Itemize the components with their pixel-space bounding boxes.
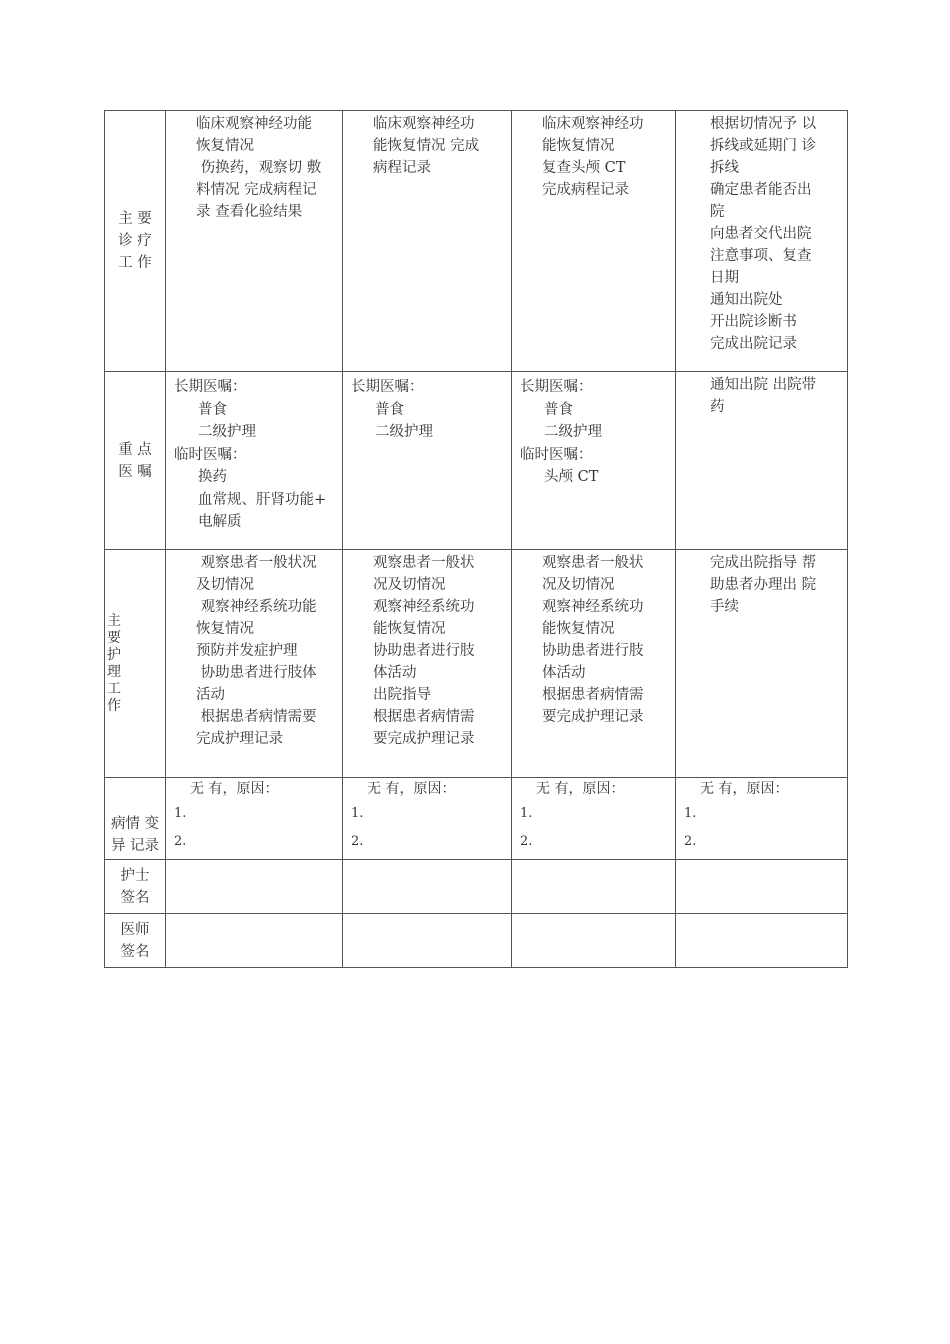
main-work-col-2: 临床观察神经功 能恢复情况 完成 病程记录 [343, 111, 512, 372]
doctor-sign-field-3[interactable] [512, 914, 676, 968]
variation-col-4: 无 有，原因： 1. 2. [676, 778, 848, 860]
orders-col-3: 长期医嘱： 普食 二级护理 临时医嘱： 头颅 CT [512, 372, 676, 550]
nurse-sign-field-2[interactable] [343, 860, 512, 914]
label-orders: 重 点 医 嘱 [105, 372, 166, 550]
nurse-sign-field-1[interactable] [166, 860, 343, 914]
nursing-col-4: 完成出院指导 帮 助患者办理出 院 手续 [676, 550, 848, 778]
main-work-col-4: 根据切情况予 以 拆线或延期门 诊 拆线 确定患者能否出 院 向患者交代出院 注意事项、复查 日期 通知出院处 开出院诊断书 完成出院记录 [676, 111, 848, 372]
doctor-sign-field-1[interactable] [166, 914, 343, 968]
row-orders [105, 372, 848, 550]
label-variation: 病情 变 异 记录 [105, 778, 166, 860]
orders-col-2: 长期医嘱： 普食 二级护理 [343, 372, 512, 550]
variation-checkbox-text[interactable]: 无 有，原因： [367, 781, 456, 797]
nurse-sign-field-3[interactable] [512, 860, 676, 914]
variation-col-3: 无 有，原因： 1. 2. [512, 778, 676, 860]
nurse-sign-field-4[interactable] [676, 860, 848, 914]
label-main-work: 主 要 诊 疗 工 作 [105, 111, 166, 372]
row-nurse-sign [105, 860, 848, 914]
main-work-col-3: 临床观察神经功 能恢复情况 复查头颅 CT 完成病程记录 [512, 111, 676, 372]
variation-checkbox-text[interactable]: 无 有，原因： [190, 781, 279, 797]
row-variation [105, 778, 848, 860]
label-nurse-sign: 护士 签名 [105, 860, 166, 914]
row-nursing [105, 550, 848, 778]
orders-col-1: 长期医嘱： 普食 二级护理 临时医嘱： 换药 血常规、肝肾功能+ 电解质 [166, 372, 343, 550]
variation-col-2: 无 有，原因： 1. 2. [343, 778, 512, 860]
label-nursing: 主 要 护 理 工 作 [105, 550, 166, 778]
variation-col-1: 无 有，原因： 1. 2. [166, 778, 343, 860]
row-doctor-sign [105, 914, 848, 968]
label-doctor-sign: 医师 签名 [105, 914, 166, 968]
row-main-work [105, 111, 848, 372]
nursing-col-2: 观察患者一般状 况及切情况 观察神经系统功 能恢复情况 协助患者进行肢 体活动 出院指导 根据患者病情需 要完成护理记录 [343, 550, 512, 778]
doctor-sign-field-4[interactable] [676, 914, 848, 968]
doctor-sign-field-2[interactable] [343, 914, 512, 968]
main-work-col-1: 临床观察神经功能 恢复情况 伤换药，观察切 敷 料情况 完成病程记 录 查看化验结果 [166, 111, 343, 372]
variation-checkbox-text[interactable]: 无 有，原因： [536, 781, 625, 797]
nursing-col-1: 观察患者一般状况 及切情况 观察神经系统功能 恢复情况 预防并发症护理 协助患者进行肢体 活动 根据患者病情需要 完成护理记录 [166, 550, 343, 778]
orders-col-4: 通知出院 出院带 药 [676, 372, 848, 550]
clinical-pathway-table [104, 110, 848, 968]
variation-checkbox-text[interactable]: 无 有，原因： [700, 781, 789, 797]
nursing-col-3: 观察患者一般状 况及切情况 观察神经系统功 能恢复情况 协助患者进行肢 体活动 根据患者病情需 要完成护理记录 [512, 550, 676, 778]
